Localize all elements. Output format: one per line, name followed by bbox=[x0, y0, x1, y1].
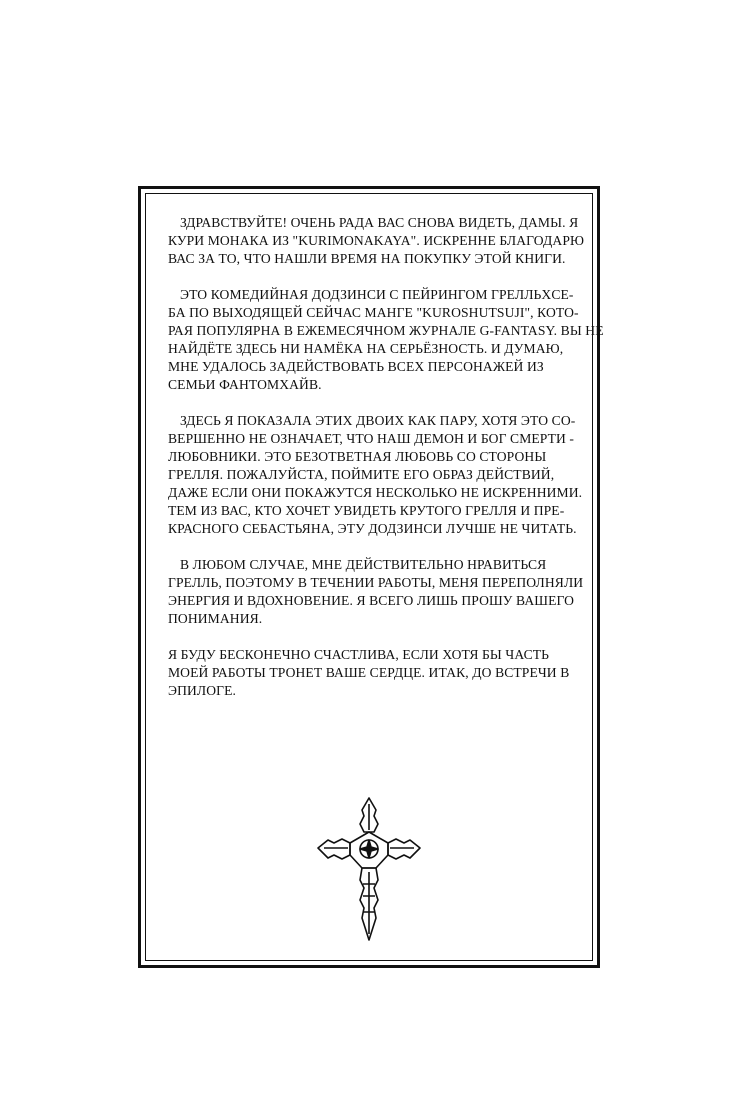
text-line: ЗДРАВСТВУЙТЕ! ОЧЕНЬ РАДА ВАС СНОВА ВИДЕТЬ, ДАМЫ. Я bbox=[180, 215, 579, 230]
paragraph-pairing bbox=[168, 412, 586, 538]
text-line: СЕМЬИ ФАНТОМХАЙВ. bbox=[168, 377, 322, 392]
text-line: ТЕМ ИЗ ВАС, КТО ХОЧЕТ УВИДЕТЬ КРУТОГО ГРЕЛЛЯ И ПРЕ- bbox=[168, 503, 565, 518]
text-line: ЭНЕРГИЯ И ВДОХНОВЕНИЕ. Я ВСЕГО ЛИШЬ ПРОШУ ВАШЕГО bbox=[168, 593, 575, 608]
text-line: ДАЖЕ ЕСЛИ ОНИ ПОКАЖУТСЯ НЕСКОЛЬКО НЕ ИСКРЕННИМИ. bbox=[168, 485, 583, 500]
paragraph-closing bbox=[168, 646, 586, 700]
text-line: ВАС ЗА ТО, ЧТО НАШЛИ ВРЕМЯ НА ПОКУПКУ ЭТОЙ КНИГИ. bbox=[168, 251, 566, 266]
text-line: ПОНИМАНИЯ. bbox=[168, 611, 263, 626]
text-line: ЭТО КОМЕДИЙНАЯ ДОДЗИНСИ С ПЕЙРИНГОМ ГРЕЛЛЬXСЕ- bbox=[180, 287, 574, 302]
text-line: ЗДЕСЬ Я ПОКАЗАЛА ЭТИХ ДВОИХ КАК ПАРУ, ХОТЯ ЭТО СО- bbox=[180, 413, 576, 428]
text-line: КУРИ МОНАКА ИЗ "KURIMONAKAYA". ИСКРЕННЕ БЛАГОДАРЮ bbox=[168, 233, 585, 248]
text-line: МНЕ УДАЛОСЬ ЗАДЕЙСТВОВАТЬ ВСЕХ ПЕРСОНАЖЕЙ ИЗ bbox=[168, 359, 544, 374]
text-line: РАЯ ПОПУЛЯРНА В ЕЖЕМЕСЯЧНОМ ЖУРНАЛЕ G-FANTASY. ВЫ НЕ bbox=[168, 323, 604, 338]
afterword-text bbox=[168, 214, 604, 718]
text-line: КРАСНОГО СЕБАСТЬЯНА, ЭТУ ДОДЗИНСИ ЛУЧШЕ НЕ ЧИТАТЬ. bbox=[168, 521, 577, 536]
paragraph-inspiration bbox=[168, 556, 586, 628]
text-line: В ЛЮБОМ СЛУЧАЕ, МНЕ ДЕЙСТВИТЕЛЬНО НРАВИТЬСЯ bbox=[180, 557, 547, 572]
paragraph-about bbox=[168, 286, 604, 394]
text-line: ГРЕЛЛЬ, ПОЭТОМУ В ТЕЧЕНИИ РАБОТЫ, МЕНЯ ПЕРЕПОЛНЯЛИ bbox=[168, 575, 584, 590]
text-line: ЛЮБОВНИКИ. ЭТО БЕЗОТВЕТНАЯ ЛЮБОВЬ СО СТОРОНЫ bbox=[168, 449, 547, 464]
text-line: НАЙДЁТЕ ЗДЕСЬ НИ НАМЁКА НА СЕРЬЁЗНОСТЬ. И ДУМАЮ, bbox=[168, 341, 564, 356]
text-line: ЭПИЛОГЕ. bbox=[168, 683, 237, 698]
cross-icon bbox=[316, 796, 422, 942]
paragraph-greeting bbox=[168, 214, 586, 268]
text-line: МОЕЙ РАБОТЫ ТРОНЕТ ВАШЕ СЕРДЦЕ. ИТАК, ДО ВСТРЕЧИ В bbox=[168, 665, 570, 680]
text-line: ВЕРШЕННО НЕ ОЗНАЧАЕТ, ЧТО НАШ ДЕМОН И БОГ СМЕРТИ - bbox=[168, 431, 575, 446]
text-line: ГРЕЛЛЯ. ПОЖАЛУЙСТА, ПОЙМИТЕ ЕГО ОБРАЗ ДЕЙСТВИЙ, bbox=[168, 467, 555, 482]
text-line: БА ПО ВЫХОДЯЩЕЙ СЕЙЧАС МАНГЕ "KUROSHUTSUJI", КОТО- bbox=[168, 305, 579, 320]
text-line: Я БУДУ БЕСКОНЕЧНО СЧАСТЛИВА, ЕСЛИ ХОТЯ БЫ ЧАСТЬ bbox=[168, 647, 550, 662]
